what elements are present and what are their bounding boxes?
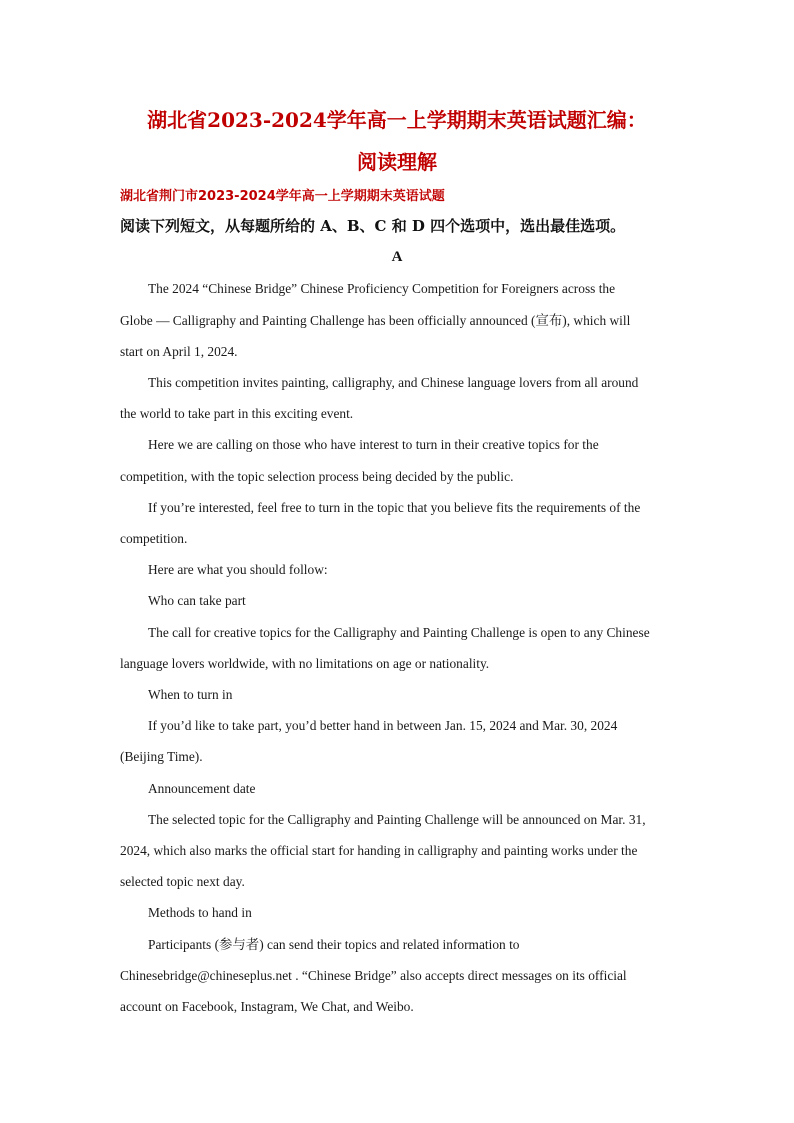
passage-line: competition, with the topic selection process being decided by the public.	[120, 469, 514, 484]
passage-line: This competition invites painting, calligraphy, and Chinese language lovers from all around	[148, 375, 639, 390]
passage-label: A	[391, 249, 403, 265]
reading-instruction: 阅读下列短文，从每题所给的 A、B、C 和 D 四个选项中，选出最佳选项。	[120, 217, 626, 235]
passage-line: The selected topic for the Calligraphy and Painting Challenge will be announced on Mar. 31,	[148, 812, 646, 827]
passage-line: Globe — Calligraphy and Painting Challenge has been officially announced (宣布), which will	[120, 313, 631, 328]
passage-line: competition.	[120, 531, 188, 546]
passage-line: Here we are calling on those who have interest to turn in their creative topics for the	[148, 437, 599, 452]
section-heading-announcement: Announcement date	[148, 781, 256, 796]
passage-line: (Beijing Time).	[120, 749, 203, 764]
passage-line: Here are what you should follow:	[148, 562, 328, 577]
document-title-line-2: 阅读理解	[357, 150, 437, 174]
section-heading-who: Who can take part	[148, 593, 246, 608]
exam-source-heading: 湖北省荆门市2023-2024学年高一上学期期末英语试题	[120, 189, 445, 204]
passage-line: The call for creative topics for the Calligraphy and Painting Challenge is open to any Chinese	[148, 625, 650, 640]
passage-line: account on Facebook, Instagram, We Chat, and Weibo.	[120, 999, 414, 1014]
passage-line: If you’re interested, feel free to turn in the topic that you believe fits the requirements of the	[148, 500, 641, 515]
passage-line: selected topic next day.	[120, 874, 245, 889]
passage-line: start on April 1, 2024.	[120, 344, 238, 359]
section-heading-methods: Methods to hand in	[148, 905, 252, 920]
document-title-line-1: 湖北省2023-2024学年高一上学期期末英语试题汇编：	[147, 108, 647, 132]
passage-line: The 2024 “Chinese Bridge” Chinese Proficiency Competition for Foreigners across the	[148, 281, 616, 296]
passage-line-email: Chinesebridge@chineseplus.net . “Chinese Bridge” also accepts direct messages on its official	[120, 968, 627, 983]
passage-line: language lovers worldwide, with no limitations on age or nationality.	[120, 656, 490, 671]
passage-line: 2024, which also marks the official start for handing in calligraphy and painting works under the	[120, 843, 638, 858]
passage-line: If you’d like to take part, you’d better hand in between Jan. 15, 2024 and Mar. 30, 2024	[148, 718, 618, 733]
passage-line: Participants (参与者) can send their topics and related information to	[148, 937, 520, 952]
passage-line: the world to take part in this exciting event.	[120, 406, 354, 421]
section-heading-when: When to turn in	[148, 687, 233, 702]
